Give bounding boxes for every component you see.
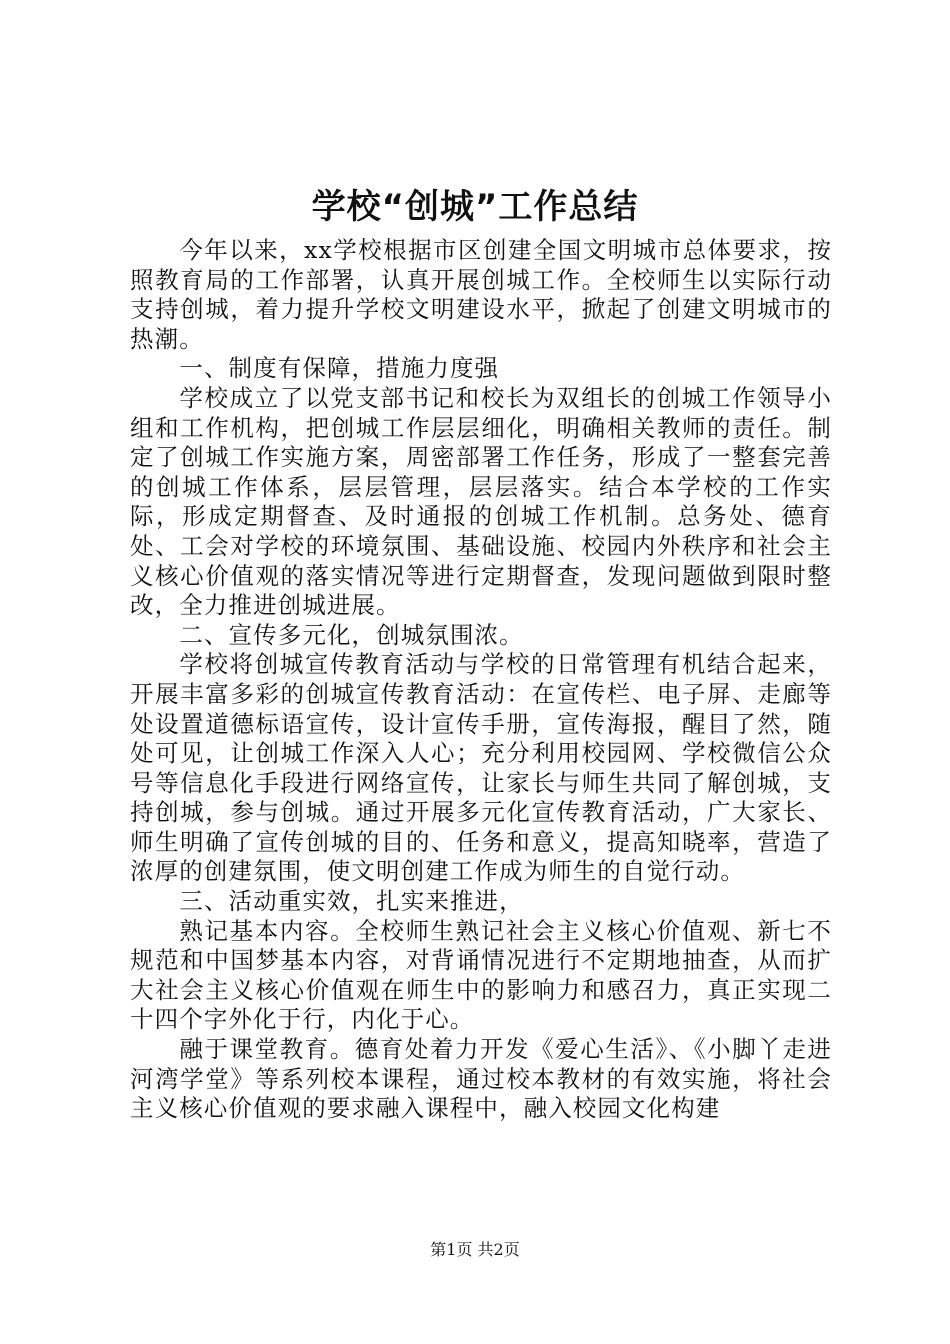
section-3-paragraph-1: 熟记基本内容。全校师生熟记社会主义核心价值观、新七不规范和中国梦基本内容，对背诵情况进行不定期地抽查，从而扩大社会主义核心价值观在师生中的影响力和感召力，真正实现二十四个字外化于行，内化于心。 — [130, 916, 832, 1034]
section-heading-3: 三、活动重实效，扎实来推进， — [179, 887, 524, 916]
document-body — [130, 236, 832, 1124]
section-heading-2: 二、宣传多元化，创城氛围浓。 — [179, 620, 524, 649]
section-heading-1: 一、制度有保障，措施力度强 — [179, 354, 500, 383]
document-title: 学校“创城”工作总结 — [311, 187, 639, 227]
section-3-paragraph-2: 融于课堂教育。德育处着力开发《爱心生活》、《小脚丫走进河湾学堂》等系列校本课程，通过校本教材的有效实施，将社会主义核心价值观的要求融入课程中，融入校园文化构建 — [130, 1035, 832, 1123]
page-footer: 第1页 共2页 — [430, 1240, 520, 1259]
intro-paragraph: 今年以来，xx学校根据市区创建全国文明城市总体要求，按照教育局的工作部署，认真开展创城工作。全校师生以实际行动支持创城，着力提升学校文明建设水平，掀起了创建文明城市的热潮。 — [130, 236, 832, 353]
section-1-paragraph: 学校成立了以党支部书记和校长为双组长的创城工作领导小组和工作机构，把创城工作层层细化，明确相关教师的责任。制定了创城工作实施方案，周密部署工作任务，形成了一整套完善的创城工作体系，层层管理，层层落实。结合本学校的工作实际，形成定期督查、及时通报的创城工作机制。总务处、德育处、工会对学校的环境氛围、基础设施、校园内外秩序和社会主义核心价值观的落实情况等进行定期督查，发现问题做到限时整改，全力推进创城进展。 — [130, 383, 832, 620]
section-2-paragraph: 学校将创城宣传教育活动与学校的日常管理有机结合起来，开展丰富多彩的创城宣传教育活动：在宣传栏、电子屏、走廊等处设置道德标语宣传，设计宣传手册，宣传海报，醒目了然，随处可见，让创城工作深入人心；充分利用校园网、学校微信公众号等信息化手段进行网络宣传，让家长与师生共同了解创城，支持创城，参与创城。通过开展多元化宣传教育活动，广大家长、师生明确了宣传创城的目的、任务和意义，提高知晓率，营造了浓厚的创建氛围，使文明创建工作成为师生的自觉行动。 — [130, 650, 832, 886]
